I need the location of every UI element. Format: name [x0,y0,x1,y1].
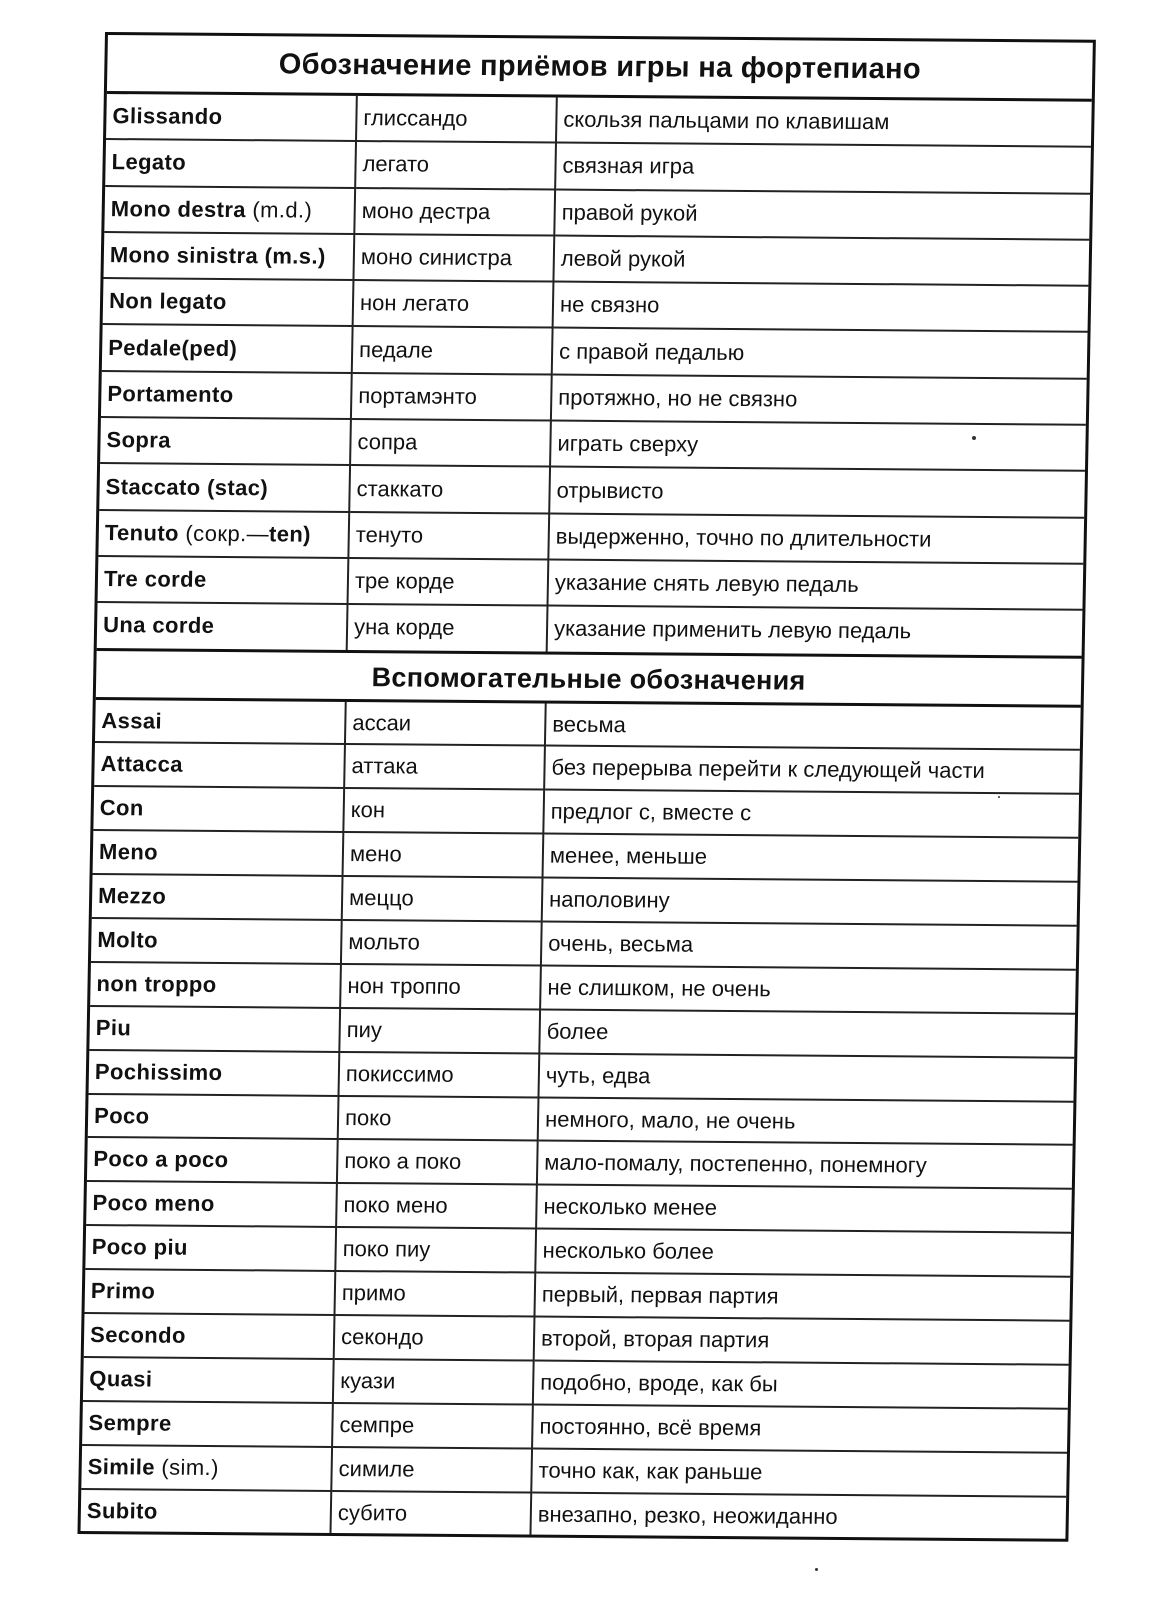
meaning-cell: левой рукой [553,235,1089,285]
term-cell [89,1006,340,1052]
term-text: Simile [87,1453,156,1480]
pronunciation-cell: моно дестра [354,188,555,236]
term-text: Subito [86,1497,158,1524]
table-row [81,1445,1067,1497]
term-cell [81,1489,332,1534]
meaning-cell: очень, весьма [541,922,1077,970]
meaning-cell: менее, меньше [543,834,1079,882]
term-cell [88,1094,339,1140]
table-row [98,510,1084,564]
term-abbreviation-end: ten) [268,521,312,547]
pronunciation-cell: мено [343,832,544,877]
meaning-cell: наполовину [542,878,1078,926]
term-text: Meno [98,839,159,865]
table-row [101,371,1087,425]
term-text: Assai [101,707,163,734]
pronunciation-cell: кон [343,788,544,833]
term-text: Piu [95,1014,132,1041]
term-cell [102,324,353,372]
pronunciation-cell: поко мено [336,1183,537,1228]
term-abbreviation: (m.d.) [245,196,313,223]
term-text: Sempre [88,1409,172,1436]
meaning-cell: выдерженно, точно по длительности [548,513,1084,563]
term-text: Sopra [106,427,172,453]
pronunciation-cell: ассаи [345,702,546,746]
pronunciation-cell: портамэнто [351,373,552,421]
table-row [95,700,1081,751]
section-title-piano-techniques: Обозначение приёмов игры на фортепиано [107,35,1093,102]
meaning-cell: более [539,1009,1075,1057]
pronunciation-cell: аттака [344,744,545,789]
term-text: Mono destra [110,195,247,222]
pronunciation-cell: симиле [331,1447,532,1492]
term-cell [85,1225,336,1271]
table-row [103,278,1089,332]
term-cell [93,786,344,832]
pronunciation-cell: глиссандо [356,96,557,143]
pronunciation-cell: секондо [334,1315,535,1360]
term-cell [91,918,342,964]
meaning-cell: несколько более [535,1229,1071,1277]
term-cell [95,700,346,745]
table-row [83,1357,1069,1409]
meaning-cell: указание снять левую педаль [547,560,1083,610]
table-row [92,874,1078,926]
pronunciation-cell: тенуто [348,512,549,560]
term-cell [86,1181,337,1227]
term-text: Poco a poco [93,1146,229,1173]
meaning-cell: не слишком, не очень [540,965,1076,1013]
term-text: Poco [93,1102,150,1128]
pronunciation-cell: легато [355,141,556,189]
pronunciation-cell: куази [333,1359,534,1404]
term-cell [106,94,357,141]
term-cell [105,139,356,187]
term-text: Pochissimo [94,1058,223,1085]
table-row [84,1313,1070,1365]
pronunciation-cell: семпре [332,1403,533,1448]
term-text: Secondo [89,1321,187,1348]
table-row [89,1006,1075,1058]
meaning-cell: первый, первая партия [534,1273,1070,1321]
pronunciation-cell: нон легато [353,280,554,328]
term-text: Non legato [108,288,227,315]
table-row [98,556,1084,610]
meaning-cell: постоянно, всё время [532,1404,1068,1452]
term-text: Una corde [102,612,215,639]
term-text: Primo [90,1278,156,1304]
section-title-auxiliary: Вспомогательные обозначения [96,648,1082,708]
pronunciation-cell: педале [352,326,553,374]
table-row [93,786,1079,838]
meaning-cell: скользя пальцами по клавишам [556,98,1092,147]
term-cell [94,742,345,788]
term-cell [87,1137,338,1183]
meaning-cell: связная игра [555,143,1091,193]
meaning-cell: отрывисто [549,467,1085,517]
table-row [90,962,1076,1014]
table-row [89,1050,1075,1102]
pronunciation-cell: меццо [342,876,543,921]
term-text: Tre corde [103,566,207,592]
term-cell [82,1401,333,1447]
table-row [94,742,1080,794]
table-row [91,918,1077,970]
scan-speck [998,796,1000,798]
term-cell [85,1269,336,1315]
term-text: Mono sinistra (m.s.) [109,242,326,269]
meaning-cell: чуть, едва [538,1053,1074,1101]
table-row [85,1225,1071,1277]
auxiliary-terms-table [81,700,1081,1540]
term-cell [98,556,349,604]
table-row [81,1489,1067,1540]
term-text: Staccato (stac) [105,473,269,500]
pronunciation-cell: поко а поко [337,1139,538,1184]
meaning-cell: указание применить левую педаль [553,616,912,644]
pronunciation-cell: примо [334,1271,535,1316]
pronunciation-cell: пиу [339,1008,540,1053]
table-row [88,1094,1074,1146]
table-row [87,1137,1073,1189]
term-cell [100,417,351,465]
term-text: Poco meno [92,1190,215,1217]
pronunciation-cell: стаккато [349,465,550,513]
meaning-cell: мало-помалу, постепенно, понемногу [537,1141,1073,1189]
meaning-cell: играть сверху [550,421,1086,471]
meaning-cell: внезапно, резко, неожиданно [537,1501,838,1529]
meaning-cell: весьма [545,703,1081,750]
scan-speck [815,1568,818,1571]
notation-sheet [77,32,1095,1542]
term-cell [92,874,343,920]
pronunciation-cell: уна корде [347,604,548,651]
term-text: Legato [111,149,187,176]
scan-speck [972,436,976,440]
meaning-cell: немного, мало, не очень [538,1097,1074,1145]
pronunciation-cell: поко [338,1096,539,1141]
term-text: Molto [97,926,159,953]
term-text: Attacca [100,751,184,778]
meaning-cell: точно как, как раньше [531,1448,1067,1496]
term-abbreviation: (сокр.— [178,520,270,547]
term-cell [89,1050,340,1096]
term-cell [99,463,350,511]
meaning-cell: протяжно, но не связно [551,374,1087,424]
table-row [93,830,1079,882]
table-row [85,1269,1071,1321]
meaning-cell: правой рукой [554,189,1090,239]
term-cell [101,371,352,419]
table-row [99,463,1085,517]
meaning-cell: несколько менее [536,1185,1072,1233]
term-cell [93,830,344,876]
table-row [100,417,1086,471]
term-cell [97,602,348,649]
table-row [82,1401,1068,1453]
pronunciation-cell: субито [330,1491,531,1535]
term-text: Mezzo [97,883,167,909]
table-row [86,1181,1072,1233]
term-cell [90,962,341,1008]
meaning-cell: второй, вторая партия [534,1317,1070,1365]
term-text: Portamento [107,380,234,407]
term-text: Con [99,795,144,821]
meaning-cell: предлог с, вместе с [543,790,1079,838]
pronunciation-cell: покиссимо [339,1052,540,1097]
table-row [104,186,1090,240]
term-text: Poco piu [91,1234,189,1260]
table-row [106,94,1092,147]
table-row [103,232,1089,286]
piano-techniques-table [97,94,1092,655]
term-text: Glissando [112,103,223,130]
meaning-cell: не связно [553,282,1089,332]
meaning-cell: с правой педалью [552,328,1088,378]
term-text: Tenuto [104,519,180,546]
meaning-cell: без перерыва перейти к следующей части [544,746,1080,794]
term-cell [83,1357,334,1403]
term-abbreviation: (sim.) [154,1454,220,1480]
term-text: Pedale(ped) [107,334,238,361]
pronunciation-cell: тре корде [348,558,549,606]
table-row [102,324,1088,378]
table-row [97,602,1083,655]
term-cell [103,232,354,280]
pronunciation-cell: мольто [341,920,542,965]
term-cell [104,186,355,234]
pronunciation-cell: поко пиу [335,1227,536,1272]
term-text: non troppo [96,970,217,997]
term-text: Quasi [89,1365,153,1392]
pronunciation-cell: нон троппо [340,964,541,1009]
term-cell [84,1313,335,1359]
term-cell [98,510,349,558]
meaning-cell: подобно, вроде, как бы [533,1360,1069,1408]
table-row [105,139,1091,193]
term-cell [103,278,354,326]
pronunciation-cell: сопра [350,419,551,467]
term-cell [81,1445,332,1491]
pronunciation-cell: моно синистра [353,234,554,282]
